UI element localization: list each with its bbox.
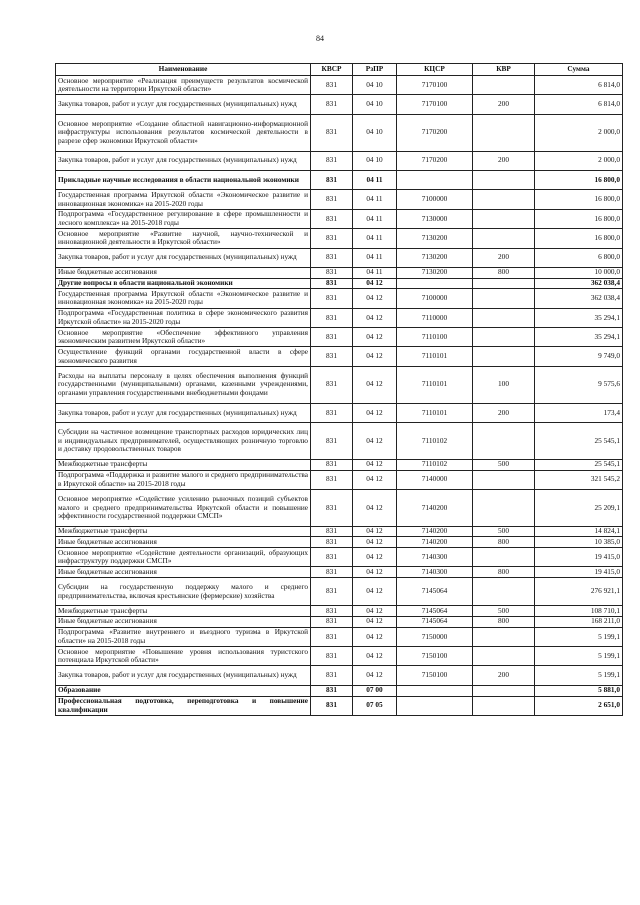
cell-kvsr: 831 — [311, 190, 353, 209]
cell-kvr: 800 — [473, 537, 535, 548]
cell-kcsr: 7110102 — [397, 423, 473, 460]
cell-sum: 5 199,1 — [535, 647, 623, 666]
table-row — [56, 685, 623, 696]
cell-name: Межбюджетные трансферты — [56, 459, 311, 470]
cell-kcsr: 7130200 — [397, 267, 473, 278]
cell-kcsr: 7130200 — [397, 248, 473, 267]
cell-kcsr: 7140200 — [397, 537, 473, 548]
cell-kcsr: 7100000 — [397, 190, 473, 209]
cell-rzpr: 04 10 — [353, 95, 397, 114]
cell-sum: 16 800,0 — [535, 209, 623, 228]
cell-name: Профессиональная подготовка, переподготовка и повышение квалификации — [56, 696, 311, 715]
table-row — [56, 403, 623, 422]
cell-sum: 362 038,4 — [535, 278, 623, 289]
cell-sum: 25 209,1 — [535, 489, 623, 526]
cell-kvsr: 831 — [311, 696, 353, 715]
cell-sum: 321 545,2 — [535, 470, 623, 489]
cell-name: Иные бюджетные ассигнования — [56, 267, 311, 278]
table-row — [56, 76, 623, 95]
table-row — [56, 229, 623, 248]
table-row — [56, 289, 623, 308]
cell-name: Закупка товаров, работ и услуг для государственных (муниципальных) нужд — [56, 666, 311, 685]
table-row — [56, 489, 623, 526]
cell-kcsr: 7130000 — [397, 209, 473, 228]
cell-kcsr: 7140200 — [397, 526, 473, 537]
cell-name: Другие вопросы в области национальной экономики — [56, 278, 311, 289]
table-row — [56, 248, 623, 267]
table-row — [56, 578, 623, 606]
cell-kvsr: 831 — [311, 347, 353, 366]
cell-sum: 35 294,1 — [535, 308, 623, 327]
cell-rzpr: 04 12 — [353, 470, 397, 489]
header-kvr: КВР — [473, 64, 535, 76]
cell-rzpr: 04 12 — [353, 489, 397, 526]
table-header-row — [56, 64, 623, 76]
table-row — [56, 696, 623, 715]
table-row — [56, 95, 623, 114]
cell-kvsr: 831 — [311, 666, 353, 685]
cell-kvsr: 831 — [311, 267, 353, 278]
cell-kvsr: 831 — [311, 470, 353, 489]
cell-kvr: 100 — [473, 366, 535, 403]
cell-kvsr: 831 — [311, 278, 353, 289]
cell-name: Подпрограмма «Государственная политика в сфере экономического развития Иркутской области» на 2015-2020 годы — [56, 308, 311, 327]
cell-sum: 6 814,0 — [535, 76, 623, 95]
cell-kcsr: 7100000 — [397, 289, 473, 308]
table-row — [56, 328, 623, 347]
cell-sum: 108 710,1 — [535, 606, 623, 617]
cell-rzpr: 04 12 — [353, 647, 397, 666]
cell-kvr — [473, 76, 535, 95]
cell-kvsr: 831 — [311, 647, 353, 666]
cell-kvr: 500 — [473, 526, 535, 537]
cell-kcsr: 7145064 — [397, 606, 473, 617]
cell-sum: 25 545,1 — [535, 459, 623, 470]
cell-rzpr: 04 12 — [353, 403, 397, 422]
cell-name: Расходы на выплаты персоналу в целях обеспечения выполнения функций государственными (муниципальными) органами, казенными учреждениями, органами управления государственными внебюджетными фондами — [56, 366, 311, 403]
table-row — [56, 537, 623, 548]
cell-kcsr: 7150100 — [397, 666, 473, 685]
cell-kvsr: 831 — [311, 616, 353, 627]
cell-name: Прикладные научные исследования в области национальной экономики — [56, 170, 311, 189]
table-row — [56, 647, 623, 666]
cell-rzpr: 04 11 — [353, 248, 397, 267]
cell-rzpr: 04 12 — [353, 537, 397, 548]
cell-sum: 14 824,1 — [535, 526, 623, 537]
cell-kvsr: 831 — [311, 685, 353, 696]
cell-kvr — [473, 114, 535, 151]
cell-kvsr: 831 — [311, 95, 353, 114]
cell-name: Закупка товаров, работ и услуг для государственных (муниципальных) нужд — [56, 248, 311, 267]
cell-rzpr: 04 12 — [353, 328, 397, 347]
cell-sum: 9 749,0 — [535, 347, 623, 366]
cell-kvsr: 831 — [311, 403, 353, 422]
cell-kvsr: 831 — [311, 289, 353, 308]
cell-sum: 168 211,0 — [535, 616, 623, 627]
cell-rzpr: 04 10 — [353, 76, 397, 95]
cell-rzpr: 04 10 — [353, 114, 397, 151]
cell-rzpr: 07 00 — [353, 685, 397, 696]
cell-rzpr: 04 11 — [353, 229, 397, 248]
cell-sum: 19 415,0 — [535, 567, 623, 578]
cell-kvsr: 831 — [311, 151, 353, 170]
cell-rzpr: 04 11 — [353, 170, 397, 189]
cell-name: Закупка товаров, работ и услуг для государственных (муниципальных) нужд — [56, 403, 311, 422]
cell-rzpr: 04 11 — [353, 267, 397, 278]
cell-kcsr: 7145064 — [397, 578, 473, 606]
cell-sum: 10 385,0 — [535, 537, 623, 548]
cell-name: Подпрограмма «Поддержка и развитие малого и среднего предпринимательства в Иркутской области» на 2015-2018 годы — [56, 470, 311, 489]
cell-sum: 19 415,0 — [535, 548, 623, 567]
table-row — [56, 666, 623, 685]
cell-sum: 16 800,0 — [535, 190, 623, 209]
cell-kvsr: 831 — [311, 366, 353, 403]
cell-kcsr: 7170100 — [397, 76, 473, 95]
cell-kvsr: 831 — [311, 114, 353, 151]
cell-kvr — [473, 170, 535, 189]
cell-name: Государственная программа Иркутской области «Экономическое развитие и инновационная экономика» на 2015-2020 годы — [56, 190, 311, 209]
table-row — [56, 423, 623, 460]
cell-kcsr: 7150000 — [397, 627, 473, 646]
cell-kcsr: 7110101 — [397, 347, 473, 366]
cell-kcsr: 7110102 — [397, 459, 473, 470]
cell-rzpr: 04 12 — [353, 423, 397, 460]
cell-kvr: 200 — [473, 95, 535, 114]
cell-kvsr: 831 — [311, 248, 353, 267]
cell-rzpr: 04 11 — [353, 209, 397, 228]
cell-sum: 2 000,0 — [535, 151, 623, 170]
table-row — [56, 209, 623, 228]
cell-name: Государственная программа Иркутской области «Экономическое развитие и инновационная экономика» на 2015-2020 годы — [56, 289, 311, 308]
header-kcsr: КЦСР — [397, 64, 473, 76]
cell-rzpr: 04 12 — [353, 606, 397, 617]
cell-name: Основное мероприятие «Реализация преимуществ результатов космической деятельности на территории Иркутской области» — [56, 76, 311, 95]
cell-kcsr: 7170200 — [397, 151, 473, 170]
cell-kcsr — [397, 170, 473, 189]
cell-kvsr: 831 — [311, 489, 353, 526]
cell-rzpr: 07 05 — [353, 696, 397, 715]
table-row — [56, 459, 623, 470]
cell-name: Основное мероприятие «Развитие научной, научно-технической и инновационной деятельности в Иркутской области» — [56, 229, 311, 248]
cell-sum: 6 800,0 — [535, 248, 623, 267]
cell-kvr — [473, 423, 535, 460]
cell-kcsr: 7170100 — [397, 95, 473, 114]
cell-sum: 16 800,0 — [535, 170, 623, 189]
table-row — [56, 366, 623, 403]
cell-rzpr: 04 12 — [353, 578, 397, 606]
cell-name: Иные бюджетные ассигнования — [56, 567, 311, 578]
cell-sum: 6 814,0 — [535, 95, 623, 114]
cell-kvr — [473, 278, 535, 289]
cell-name: Межбюджетные трансферты — [56, 526, 311, 537]
table-row — [56, 567, 623, 578]
cell-kvsr: 831 — [311, 627, 353, 646]
table-row — [56, 308, 623, 327]
cell-kcsr: 7140200 — [397, 489, 473, 526]
header-kvsr: КВСР — [311, 64, 353, 76]
cell-kvr: 200 — [473, 666, 535, 685]
cell-name: Основное мероприятие «Создание областной навигационно-информационной инфраструктуры использования результатов космической деятельности в разрезе сфер экономики Иркутской области» — [56, 114, 311, 151]
cell-rzpr: 04 12 — [353, 347, 397, 366]
cell-name: Межбюджетные трансферты — [56, 606, 311, 617]
cell-kcsr: 7150100 — [397, 647, 473, 666]
cell-kcsr: 7110100 — [397, 328, 473, 347]
page-number: 84 — [316, 34, 324, 43]
cell-rzpr: 04 12 — [353, 289, 397, 308]
cell-kvr — [473, 647, 535, 666]
cell-rzpr: 04 10 — [353, 151, 397, 170]
table-row — [56, 470, 623, 489]
cell-kvr — [473, 578, 535, 606]
cell-rzpr: 04 11 — [353, 190, 397, 209]
header-name: Наименование — [56, 64, 311, 76]
cell-name: Субсидии на частичное возмещение транспортных расходов юридических лиц и индивидуальных предпринимателей, осуществляющих розничную торговлю и доставку продовольственных товаров — [56, 423, 311, 460]
cell-kvr — [473, 470, 535, 489]
table-row — [56, 616, 623, 627]
cell-kvr — [473, 627, 535, 646]
cell-kvr: 200 — [473, 403, 535, 422]
table-row — [56, 548, 623, 567]
table-row — [56, 627, 623, 646]
header-sum: Сумма — [535, 64, 623, 76]
cell-rzpr: 04 12 — [353, 526, 397, 537]
cell-sum: 16 800,0 — [535, 229, 623, 248]
cell-kcsr: 7140300 — [397, 567, 473, 578]
cell-kvr: 800 — [473, 567, 535, 578]
table-row — [56, 267, 623, 278]
cell-kvr — [473, 347, 535, 366]
cell-sum: 362 038,4 — [535, 289, 623, 308]
cell-name: Субсидии на государственную поддержку малого и среднего предпринимательства, включая крестьянские (фермерские) хозяйства — [56, 578, 311, 606]
cell-kvsr: 831 — [311, 308, 353, 327]
cell-kvsr: 831 — [311, 526, 353, 537]
cell-sum: 9 575,6 — [535, 366, 623, 403]
cell-kvsr: 831 — [311, 229, 353, 248]
cell-kvsr: 831 — [311, 76, 353, 95]
cell-name: Основное мероприятие «Обеспечение эффективного управления экономическим развитием Иркутской области» — [56, 328, 311, 347]
cell-name: Основное мероприятие «Повышение уровня использования туристского потенциала Иркутской области» — [56, 647, 311, 666]
header-rzpr: РзПР — [353, 64, 397, 76]
cell-rzpr: 04 12 — [353, 548, 397, 567]
cell-rzpr: 04 12 — [353, 308, 397, 327]
cell-kvr — [473, 548, 535, 567]
cell-kvr — [473, 489, 535, 526]
cell-kcsr: 7110101 — [397, 403, 473, 422]
cell-kvr — [473, 209, 535, 228]
cell-kcsr: 7140300 — [397, 548, 473, 567]
cell-kvr — [473, 308, 535, 327]
table-row — [56, 190, 623, 209]
cell-kvr — [473, 229, 535, 248]
cell-name: Осуществление функций органами государственной власти в сфере экономического развития — [56, 347, 311, 366]
cell-name: Иные бюджетные ассигнования — [56, 537, 311, 548]
cell-kcsr: 7170200 — [397, 114, 473, 151]
cell-kcsr — [397, 696, 473, 715]
cell-kvsr: 831 — [311, 537, 353, 548]
cell-kcsr — [397, 685, 473, 696]
cell-rzpr: 04 12 — [353, 278, 397, 289]
table-row — [56, 347, 623, 366]
cell-name: Закупка товаров, работ и услуг для государственных (муниципальных) нужд — [56, 95, 311, 114]
cell-kvr: 200 — [473, 248, 535, 267]
cell-kcsr: 7110101 — [397, 366, 473, 403]
cell-kvsr: 831 — [311, 209, 353, 228]
cell-rzpr: 04 12 — [353, 616, 397, 627]
cell-kcsr: 7145064 — [397, 616, 473, 627]
cell-kvsr: 831 — [311, 548, 353, 567]
cell-name: Образование — [56, 685, 311, 696]
cell-name: Закупка товаров, работ и услуг для государственных (муниципальных) нужд — [56, 151, 311, 170]
cell-kvr — [473, 328, 535, 347]
cell-kvr: 800 — [473, 616, 535, 627]
cell-sum: 173,4 — [535, 403, 623, 422]
cell-sum: 35 294,1 — [535, 328, 623, 347]
cell-kvr — [473, 696, 535, 715]
cell-kvr — [473, 685, 535, 696]
table-body — [56, 76, 623, 716]
cell-name: Иные бюджетные ассигнования — [56, 616, 311, 627]
cell-rzpr: 04 12 — [353, 627, 397, 646]
cell-kvr: 500 — [473, 606, 535, 617]
cell-kvr: 500 — [473, 459, 535, 470]
cell-name: Основное мероприятие «Содействие деятельности организаций, образующих инфраструктуру поддержки СМСП» — [56, 548, 311, 567]
cell-kcsr: 7140000 — [397, 470, 473, 489]
cell-sum: 2 000,0 — [535, 114, 623, 151]
cell-sum: 10 000,0 — [535, 267, 623, 278]
cell-name: Подпрограмма «Государственное регулирование в сфере промышленности и лесного комплекса» на 2015-2018 годы — [56, 209, 311, 228]
table-row — [56, 151, 623, 170]
cell-kvr — [473, 289, 535, 308]
cell-sum: 5 199,1 — [535, 627, 623, 646]
cell-kvsr: 831 — [311, 423, 353, 460]
table-row — [56, 606, 623, 617]
cell-kvr: 800 — [473, 267, 535, 278]
cell-sum: 276 921,1 — [535, 578, 623, 606]
cell-kcsr: 7110000 — [397, 308, 473, 327]
table-row — [56, 278, 623, 289]
cell-kvr — [473, 190, 535, 209]
cell-kvsr: 831 — [311, 170, 353, 189]
table-row — [56, 114, 623, 151]
cell-rzpr: 04 12 — [353, 666, 397, 685]
budget-table — [55, 63, 623, 716]
cell-kcsr: 7130200 — [397, 229, 473, 248]
cell-sum: 25 545,1 — [535, 423, 623, 460]
cell-rzpr: 04 12 — [353, 366, 397, 403]
table-row — [56, 170, 623, 189]
cell-name: Подпрограмма «Развитие внутреннего и въездного туризма в Иркутской области» на 2015-2018 годы — [56, 627, 311, 646]
cell-kvsr: 831 — [311, 578, 353, 606]
cell-sum: 5 199,1 — [535, 666, 623, 685]
cell-sum: 2 651,0 — [535, 696, 623, 715]
cell-kvsr: 831 — [311, 328, 353, 347]
cell-rzpr: 04 12 — [353, 459, 397, 470]
table-row — [56, 526, 623, 537]
cell-rzpr: 04 12 — [353, 567, 397, 578]
cell-name: Основное мероприятие «Содействие усилению рыночных позиций субъектов малого и среднего предпринимательства Иркутской области и повышение эффективности государственной поддержки СМСП» — [56, 489, 311, 526]
cell-kcsr — [397, 278, 473, 289]
cell-kvsr: 831 — [311, 567, 353, 578]
cell-kvsr: 831 — [311, 459, 353, 470]
cell-kvsr: 831 — [311, 606, 353, 617]
cell-kvr: 200 — [473, 151, 535, 170]
cell-sum: 5 881,0 — [535, 685, 623, 696]
